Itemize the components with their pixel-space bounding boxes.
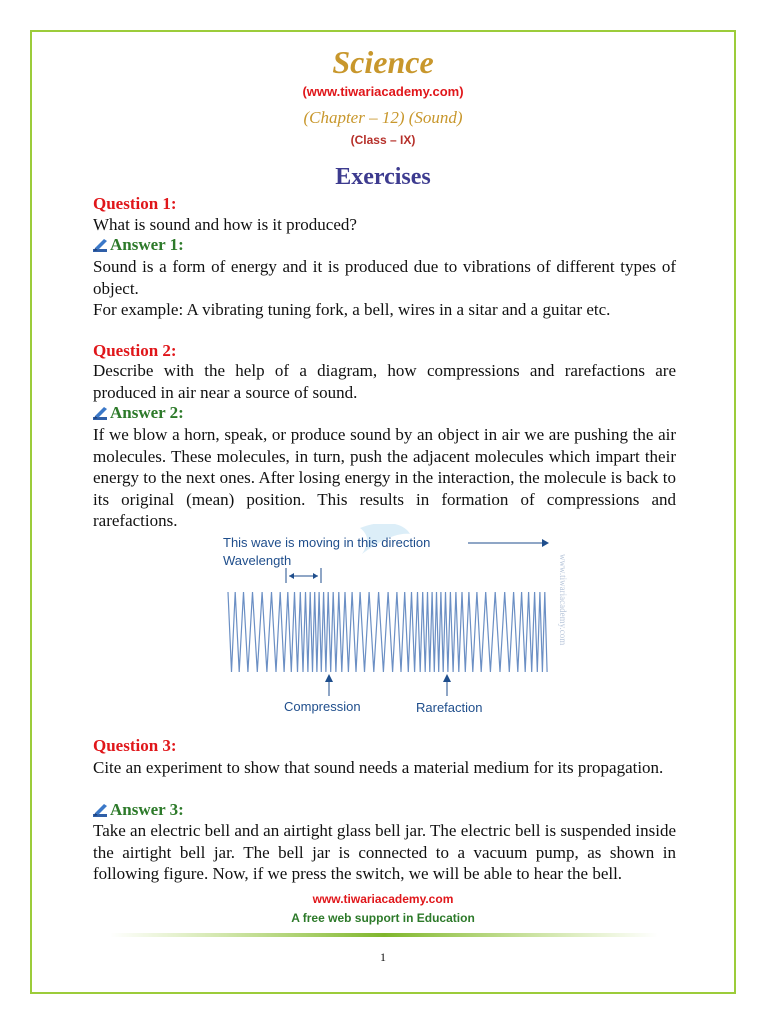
question-3-text: Cite an experiment to show that sound needs a material medium for its propagation. [93,758,664,777]
rarefaction-arrow-icon [443,674,451,682]
question-3-label: Question 3: [93,736,177,755]
pen-icon [93,406,109,420]
sound-wave [228,592,547,672]
wavelength-arrow-left-icon [289,573,294,579]
footer-site-link[interactable]: www.tiwariacademy.com [312,892,454,906]
answer-1-example: For example: A vibrating tuning fork, a bell, wires in a sitar and a guitar etc. [93,300,611,319]
chapter-heading: (Chapter – 12) (Sound) [303,108,463,127]
class-label: (Class – IX) [350,133,416,147]
question-2-text: Describe with the help of a diagram, how compressions and rarefactions are produced in air near a source of sound. [93,361,676,402]
question-1-label: Question 1: [93,194,177,213]
question-1-text: What is sound and how is it produced? [93,215,357,234]
footer-divider [110,933,658,937]
question-2-label: Question 2: [93,341,177,360]
wavelength-arrow-right-icon [313,573,318,579]
wave-diagram [200,524,580,720]
wavelength-label: Wavelength [223,553,292,568]
pen-icon [93,803,109,817]
watermark-text: www.tiwariacademy.com [558,554,568,646]
header-site-link[interactable]: (www.tiwariacademy.com) [302,84,464,99]
section-title: Exercises [335,164,431,190]
answer-3-label: Answer 3: [110,800,184,819]
answer-1-paragraph: Sound is a form of energy and it is produced due to vibrations of different types of object. [93,257,676,298]
direction-arrow-icon [542,539,549,547]
compression-label: Compression [284,699,361,714]
compression-arrow-icon [325,674,333,682]
answer-2-label: Answer 2: [110,403,184,422]
answer-2-heading [93,403,184,423]
answer-1-heading [93,235,184,255]
page-number: 1 [380,950,386,964]
answer-3-paragraph: Take an electric bell and an airtight glass bell jar. The electric bell is suspended inside the airtight bell jar. The bell jar is connected to a vacuum pump, as shown in following figure. Now, if we press the switch, we will be able to hear the bell. [93,821,676,883]
answer-1-label: Answer 1: [110,235,184,254]
rarefaction-label: Rarefaction [416,700,483,715]
answer-3-heading [93,800,184,820]
answer-2-paragraph: If we blow a horn, speak, or produce sound by an object in air we are pushing the air molecules. These molecules, in turn, push the adjacent molecules which impart their energy to the next ones. After losing energy in the interaction, the molecule is back to its original (mean) position. This results in formation of compressions and rarefactions. [93,425,676,530]
direction-label: This wave is moving in this direction [223,535,431,550]
footer-tagline: A free web support in Education [291,911,475,925]
page-title: Science [332,44,434,80]
pen-icon [93,238,109,252]
